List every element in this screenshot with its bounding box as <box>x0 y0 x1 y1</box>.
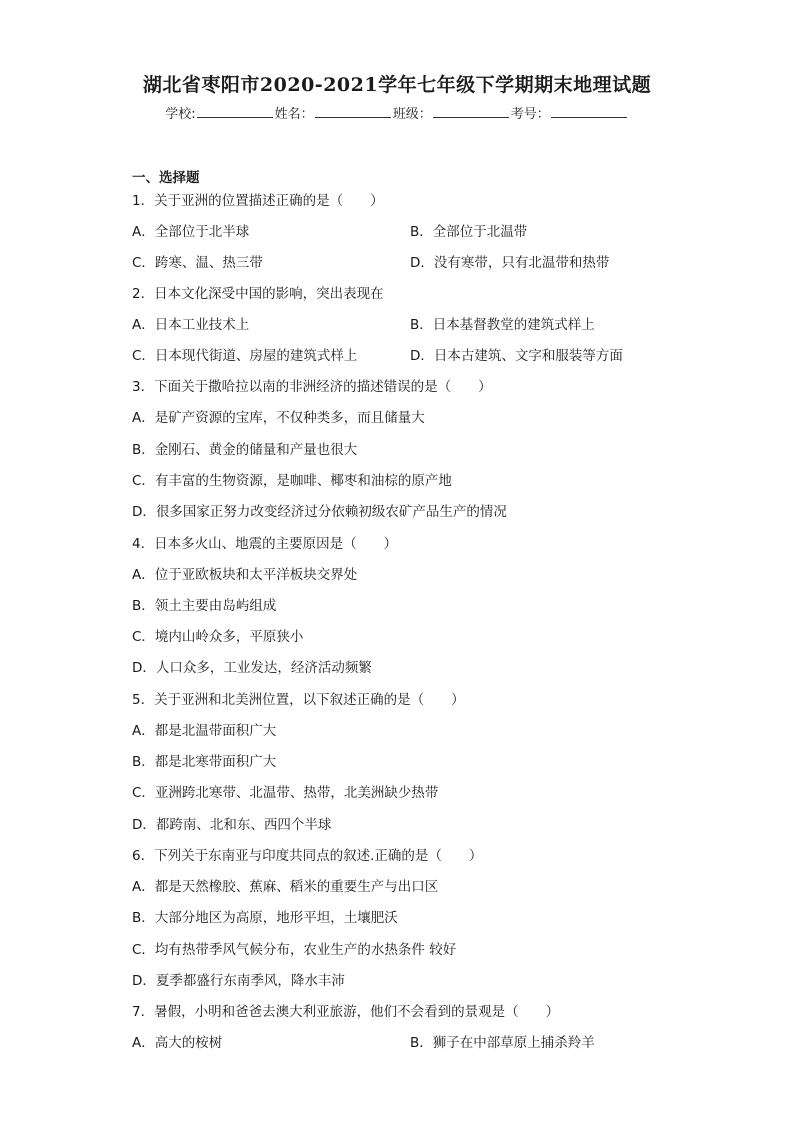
option-d: D．人口众多，工业发达，经济活动频繁 <box>132 660 372 676</box>
option-a: A．是矿产资源的宝库，不仅种类多，而且储量大 <box>132 410 425 426</box>
option-c: C．有丰富的生物资源，是咖啡、椰枣和油棕的原产地 <box>132 473 452 489</box>
option-b: B．狮子在中部草原上捕杀羚羊 <box>410 1035 595 1051</box>
class-label: 班级： <box>392 107 432 122</box>
option-b: B．金刚石、黄金的储量和产量也很大 <box>132 442 358 458</box>
option-d: D．日本古建筑、文字和服装等方面 <box>410 348 623 364</box>
option-c: C．均有热带季风气候分布，农业生产的水热条件 较好 <box>132 942 457 958</box>
exam-title: 湖北省枣阳市2020-2021学年七年级下学期期末地理试题 <box>142 74 652 96</box>
question-stem: 1．关于亚洲的位置描述正确的是（ ） <box>132 193 384 209</box>
option-a: A．位于亚欧板块和太平洋板块交界处 <box>132 567 358 583</box>
name-blank[interactable] <box>315 104 391 118</box>
option-a: A．全部位于北半球 <box>132 224 250 240</box>
name-label: 姓名： <box>274 107 314 122</box>
option-d: D．没有寒带，只有北温带和热带 <box>410 255 610 271</box>
section-title: 一、选择题 <box>132 170 200 186</box>
option-b: B．全部位于北温带 <box>410 224 528 240</box>
option-c: C．境内山岭众多，平原狭小 <box>132 629 304 645</box>
option-a: A．高大的桉树 <box>132 1035 223 1051</box>
class-blank[interactable] <box>433 104 509 118</box>
option-b: B．领土主要由岛屿组成 <box>132 598 277 614</box>
question-stem: 4．日本多火山、地震的主要原因是（ ） <box>132 536 398 552</box>
option-b: B．大部分地区为高原，地形平坦，土壤肥沃 <box>132 910 398 926</box>
exam-no-blank[interactable] <box>551 104 627 118</box>
exam-no-label: 考号： <box>510 107 550 122</box>
option-c: C．亚洲跨北寒带、北温带、热带，北美洲缺少热带 <box>132 785 439 801</box>
question-stem: 5．关于亚洲和北美洲位置，以下叙述正确的是（ ） <box>132 692 465 708</box>
option-a: A．日本工业技术上 <box>132 317 250 333</box>
question-stem: 2．日本文化深受中国的影响，突出表现在 <box>132 286 384 302</box>
option-d: D．很多国家正努力改变经济过分依赖初级农矿产品生产的情况 <box>132 504 507 520</box>
option-b: B．日本基督教堂的建筑式样上 <box>410 317 595 333</box>
option-c: C．跨寒、温、热三带 <box>132 255 263 271</box>
student-info-line <box>0 103 794 122</box>
question-stem: 7．暑假，小明和爸爸去澳大利亚旅游，他们不会看到的景观是（ ） <box>132 1004 560 1020</box>
question-stem: 3．下面关于撒哈拉以南的非洲经济的描述错误的是（ ） <box>132 379 492 395</box>
school-blank[interactable] <box>197 104 273 118</box>
option-d: D．都跨南、北和东、西四个半球 <box>132 817 332 833</box>
option-b: B．都是北寒带面积广大 <box>132 754 277 770</box>
question-stem: 6．下列关于东南亚与印度共同点的叙述.正确的是（ ） <box>132 848 483 864</box>
option-a: A．都是北温带面积广大 <box>132 723 277 739</box>
option-c: C．日本现代街道、房屋的建筑式样上 <box>132 348 358 364</box>
option-a: A．都是天然橡胶、蕉麻、稻米的重要生产与出口区 <box>132 879 439 895</box>
option-d: D．夏季都盛行东南季风，降水丰沛 <box>132 973 345 989</box>
school-label: 学校: <box>165 107 196 122</box>
